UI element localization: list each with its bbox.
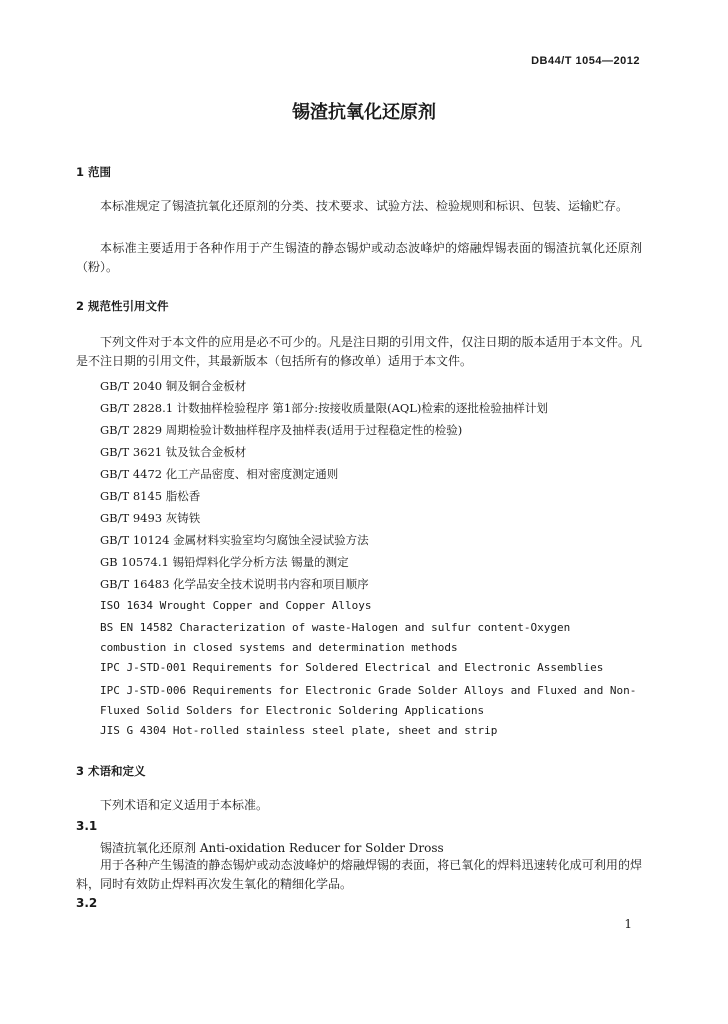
reference-item: BS EN 14582 Characterization of waste-Halogen and sulfur content-Oxygen combustion in closed systems and determination methods — [100, 621, 571, 654]
reference-item: GB/T 3621 钛及钛合金板材 — [100, 445, 247, 459]
reference-item: GB/T 2829 周期检验计数抽样程序及抽样表(适用于过程稳定性的检验) — [100, 423, 463, 437]
term-number: 3.2 — [76, 896, 98, 910]
term-definition: 用于各种产生锡渣的静态锡炉或动态波峰炉的熔融焊锡的表面，将已氧化的焊料迅速转化成可利用的焊料，同时有效防止焊料再次发生氧化的精细化学品。 — [76, 858, 642, 891]
reference-item: JIS G 4304 Hot-rolled stainless steel plate, sheet and strip — [100, 724, 498, 737]
section-3-intro: 下列术语和定义适用于本标准。 — [100, 798, 269, 812]
reference-item: GB/T 2040 铜及铜合金板材 — [100, 379, 247, 393]
section-1-heading: 1 范围 — [76, 165, 112, 179]
reference-item: IPC J-STD-006 Requirements for Electronic Grade Solder Alloys and Fluxed and Non-Fluxed Solid Solders for Electronic Soldering Applications — [100, 684, 637, 717]
term-name: 锡渣抗氧化还原剂 Anti-oxidation Reducer for Solder Dross — [100, 841, 444, 855]
section-2-intro: 下列文件对于本文件的应用是必不可少的。凡是注日期的引用文件，仅注日期的版本适用于本文件。凡是不注日期的引用文件，其最新版本（包括所有的修改单）适用于本文件。 — [76, 335, 642, 368]
section-3-heading: 3 术语和定义 — [76, 764, 146, 778]
reference-item: GB/T 4472 化工产品密度、相对密度测定通则 — [100, 467, 339, 481]
standard-code: DB44/T 1054—2012 — [531, 55, 640, 67]
reference-item: ISO 1634 Wrought Copper and Copper Alloys — [100, 599, 372, 612]
reference-item: IPC J-STD-001 Requirements for Soldered Electrical and Electronic Assemblies — [100, 661, 604, 674]
section-2-heading: 2 规范性引用文件 — [76, 299, 169, 313]
document-title: 锡渣抗氧化还原剂 — [292, 102, 436, 123]
reference-item: GB/T 8145 脂松香 — [100, 489, 201, 503]
term-number: 3.1 — [76, 819, 98, 833]
reference-item: GB/T 9493 灰铸铁 — [100, 511, 201, 525]
reference-item: GB/T 16483 化学品安全技术说明书内容和项目顺序 — [100, 577, 369, 591]
reference-item: GB 10574.1 锡铅焊料化学分析方法 锡量的测定 — [100, 555, 349, 569]
reference-item: GB/T 10124 金属材料实验室均匀腐蚀全浸试验方法 — [100, 533, 369, 547]
section-1-paragraph-1: 本标准规定了锡渣抗氧化还原剂的分类、技术要求、试验方法、检验规则和标识、包装、运输贮存。 — [100, 199, 629, 213]
section-1-paragraph-2: 本标准主要适用于各种作用于产生锡渣的静态锡炉或动态波峰炉的熔融焊锡表面的锡渣抗氧化还原剂（粉）。 — [76, 241, 642, 274]
reference-item: GB/T 2828.1 计数抽样检验程序 第1部分:按接收质量限(AQL)检索的逐批检验抽样计划 — [100, 401, 548, 415]
page-number: 1 — [624, 917, 632, 931]
